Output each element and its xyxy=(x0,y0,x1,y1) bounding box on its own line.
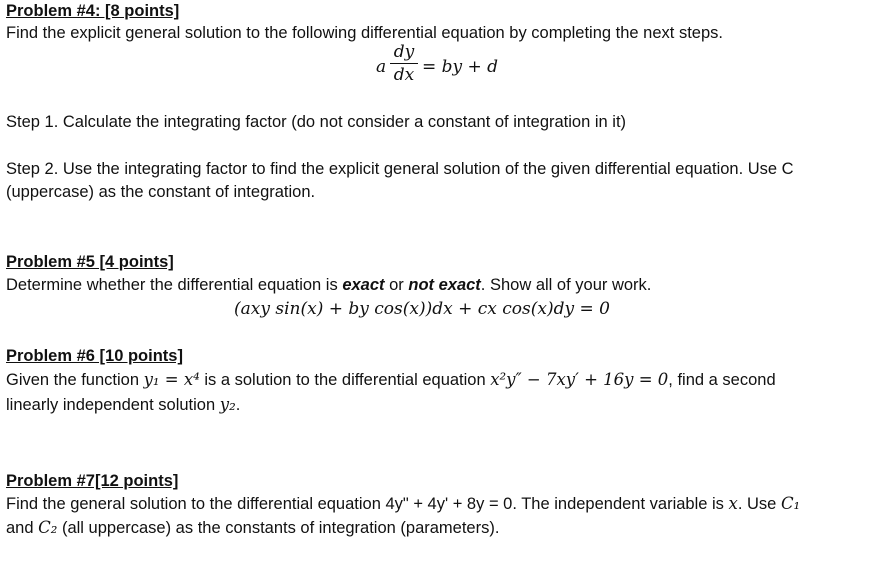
problem-7-heading: Problem #7[12 points] xyxy=(6,472,179,490)
problem-5-equation: (axy sin(x) + by cos(x))dx + cx cos(x)dy = 0 xyxy=(234,299,610,319)
problem-6-text-a: Given the function xyxy=(6,371,144,389)
fraction-bar xyxy=(390,63,418,64)
problem-6-text-b: is a solution to the differential equation xyxy=(199,371,491,389)
equation-right-side: = by + d xyxy=(422,57,499,77)
derivative-fraction xyxy=(390,42,418,85)
constant-c1: C₁ xyxy=(780,494,801,513)
second-solution: y₂ xyxy=(219,395,236,414)
problem-4-step-2-line-1: Step 2. Use the integrating factor to find the explicit general solution of the given differential equation. Use C xyxy=(6,160,794,178)
problem-5-heading: Problem #5 [4 points] xyxy=(6,253,174,271)
problem-7-line-2 xyxy=(6,517,499,539)
problem-5-intro-end: . Show all of your work. xyxy=(480,276,652,294)
or-text: or xyxy=(384,276,409,294)
problem-4-intro: Find the explicit general solution to the following differential equation by completing the next steps. xyxy=(6,24,723,42)
problem-7-text-d: (all uppercase) as the constants of integration (parameters). xyxy=(57,519,500,537)
known-solution: y₁ = x⁴ xyxy=(143,370,200,389)
not-exact-label: not exact xyxy=(408,276,481,294)
problem-4-step-1: Step 1. Calculate the integrating factor (do not consider a constant of integration in it) xyxy=(6,113,627,131)
problem-6-text-e: . xyxy=(235,396,241,414)
problem-5-intro-text: Determine whether the differential equation is xyxy=(6,276,343,294)
problem-7-line-1 xyxy=(6,493,800,515)
problem-6-line-1 xyxy=(6,369,776,391)
problem-4-heading: Problem #4: [8 points] xyxy=(6,2,180,20)
fraction-numerator: dy xyxy=(393,42,415,62)
problem-6-equation: x²y″ − 7xy′ + 16y = 0 xyxy=(490,370,669,389)
constant-c2: C₂ xyxy=(38,518,58,537)
problem-6-line-2 xyxy=(6,394,240,416)
fraction-denominator: dx xyxy=(393,65,415,85)
problem-6-text-c: , find a second xyxy=(668,371,776,389)
exact-label: exact xyxy=(342,276,385,294)
problem-4-step-2-line-2: (uppercase) as the constant of integration. xyxy=(6,183,316,201)
equation-coefficient: a xyxy=(376,57,387,77)
problem-5-intro xyxy=(6,274,651,296)
problem-7-text-b: . Use xyxy=(737,495,781,513)
independent-variable: x xyxy=(728,494,738,513)
problem-6-text-d: linearly independent solution xyxy=(6,396,220,414)
problem-7-text-a: Find the general solution to the differential equation 4y" + 4y' + 8y = 0. The independent variable is xyxy=(6,495,729,513)
problem-6-heading: Problem #6 [10 points] xyxy=(6,347,183,365)
problem-7-text-c: and xyxy=(6,519,39,537)
